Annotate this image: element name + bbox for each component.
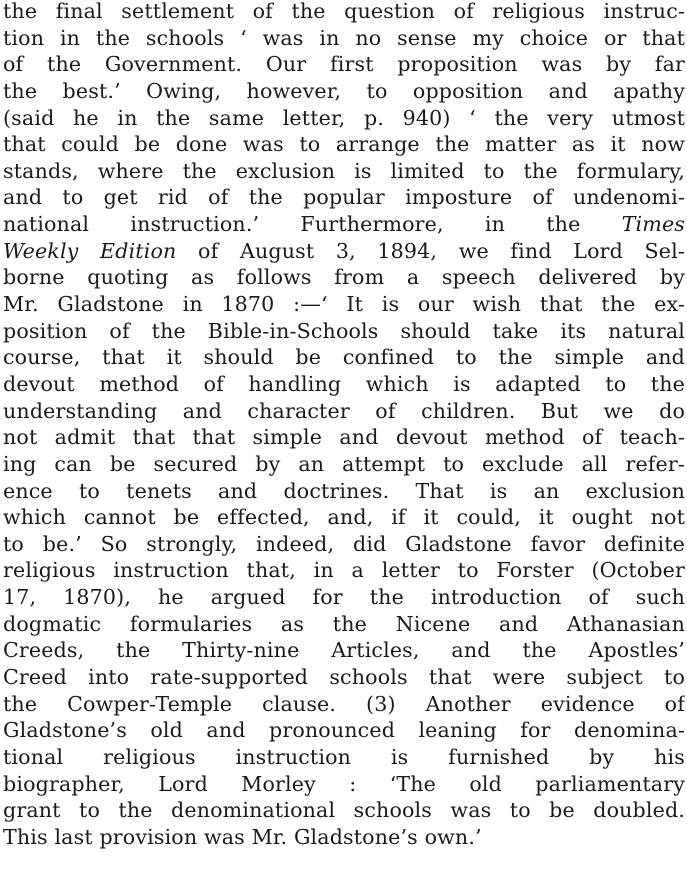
text-line bbox=[3, 344, 685, 371]
text-segment: ence to tenets and doctrines. That is an exclusion bbox=[3, 478, 685, 503]
text-line bbox=[3, 771, 685, 798]
text-line bbox=[3, 424, 685, 451]
text-segment: Creed into rate-supported schools that were subject to bbox=[3, 665, 685, 690]
text-segment: tional religious instruction is furnished by his bbox=[3, 744, 685, 769]
text-segment: religious instruction that, in a letter to Forster (October bbox=[3, 558, 685, 583]
text-segment: and to get rid of the popular imposture of undenomi- bbox=[3, 185, 685, 210]
text-line bbox=[3, 824, 685, 851]
text-line bbox=[3, 478, 685, 505]
text-line bbox=[3, 264, 685, 291]
text-segment: devout method of handling which is adapted to the bbox=[3, 371, 685, 396]
text-line bbox=[3, 78, 685, 105]
text-segment: position of the Bible-in-Schools should take its natural bbox=[3, 318, 685, 343]
text-segment: dogmatic formularies as the Nicene and Athanasian bbox=[3, 611, 685, 636]
text-line bbox=[3, 291, 685, 318]
text-segment: which cannot be effected, and, if it could, it ought not bbox=[3, 505, 685, 530]
text-segment: that could be done was to arrange the matter as it now bbox=[3, 132, 685, 157]
text-segment: the Cowper-Temple clause. (3) Another evidence of bbox=[3, 691, 685, 716]
italic-title-text: Weekly Edition bbox=[3, 238, 177, 263]
text-line bbox=[3, 611, 685, 638]
text-line bbox=[3, 0, 685, 25]
text-segment: 17, 1870), he argued for the introduction of such bbox=[3, 585, 685, 610]
text-segment: This last provision was Mr. Gladstone’s own.’ bbox=[3, 824, 482, 849]
text-line bbox=[3, 504, 685, 531]
text-line bbox=[3, 637, 685, 664]
text-segment: the final settlement of the question of religious instruc- bbox=[3, 0, 685, 23]
text-line bbox=[3, 531, 685, 558]
text-segment: Mr. Gladstone in 1870 :—‘ It is our wish that the ex- bbox=[3, 292, 685, 317]
text-line bbox=[3, 25, 685, 52]
text-line bbox=[3, 744, 685, 771]
text-line bbox=[3, 318, 685, 345]
text-line bbox=[3, 131, 685, 158]
text-line bbox=[3, 398, 685, 425]
text-line bbox=[3, 211, 685, 238]
italic-title-text: Times bbox=[621, 212, 685, 237]
text-segment: stands, where the exclusion is limited to the formulary, bbox=[3, 158, 685, 183]
text-line bbox=[3, 584, 685, 611]
text-line bbox=[3, 691, 685, 718]
text-line bbox=[3, 451, 685, 478]
text-segment: of the Government. Our first proposition was by far bbox=[3, 52, 685, 77]
text-segment: to be.’ So strongly, indeed, did Gladstone favor definite bbox=[3, 531, 685, 556]
text-segment: course, that it should be confined to the simple and bbox=[3, 345, 685, 370]
text-line bbox=[3, 238, 685, 265]
text-segment: of August 3, 1894, we find Lord Sel- bbox=[176, 238, 685, 263]
text-line bbox=[3, 105, 685, 132]
text-segment: borne quoting as follows from a speech delivered by bbox=[3, 265, 685, 290]
text-segment: biographer, Lord Morley : ‘The old parliamentary bbox=[3, 771, 685, 796]
page-body-text bbox=[3, 0, 685, 851]
text-line bbox=[3, 51, 685, 78]
text-line bbox=[3, 158, 685, 185]
text-segment: the best.’ Owing, however, to opposition and apathy bbox=[3, 78, 685, 103]
text-segment: Creeds, the Thirty-nine Articles, and the Apostles’ bbox=[3, 638, 685, 663]
text-line bbox=[3, 557, 685, 584]
text-segment: ing can be secured by an attempt to exclude all refer- bbox=[3, 451, 685, 476]
text-segment: (said he in the same letter, p. 940) ‘ the very utmost bbox=[3, 105, 685, 130]
text-segment: not admit that that simple and devout method of teach- bbox=[3, 425, 685, 450]
text-line bbox=[3, 184, 685, 211]
text-segment: national instruction.’ Furthermore, in the bbox=[3, 212, 622, 237]
text-line bbox=[3, 797, 685, 824]
text-segment: grant to the denominational schools was to be doubled. bbox=[3, 798, 685, 823]
text-line bbox=[3, 371, 685, 398]
text-segment: Gladstone’s old and pronounced leaning for denomina- bbox=[3, 718, 685, 743]
text-segment: understanding and character of children. But we do bbox=[3, 398, 685, 423]
text-line bbox=[3, 717, 685, 744]
text-segment: tion in the schools ‘ was in no sense my choice or that bbox=[3, 25, 685, 50]
text-line bbox=[3, 664, 685, 691]
